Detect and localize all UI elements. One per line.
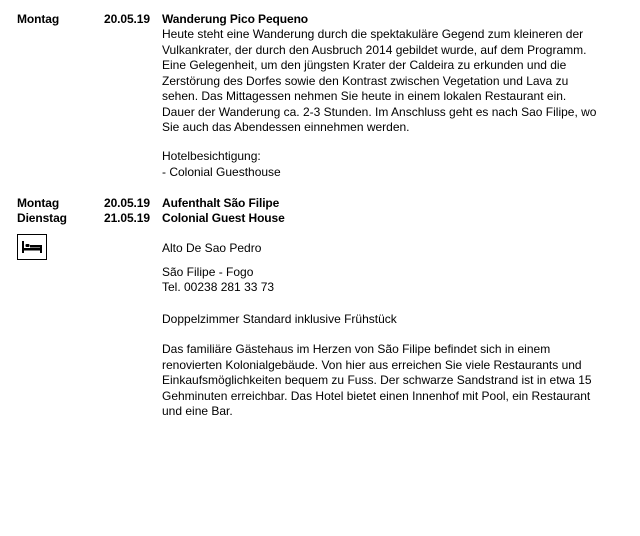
day1-sightseeing — [162, 149, 632, 180]
stay-date-to: 21.05.19 — [104, 211, 150, 225]
hotel-phone: Tel. 00238 281 33 73 — [162, 280, 275, 294]
stay-weekday-from: Montag — [17, 196, 60, 210]
stay-date-from: 20.05.19 — [104, 196, 150, 210]
sightseeing-item: - Colonial Guesthouse — [162, 164, 281, 179]
hotel-description — [162, 342, 632, 420]
stay-title-from: Aufenthalt São Filipe — [162, 196, 280, 210]
day1-description — [162, 27, 632, 136]
hotel-description-line: Einkaufsmöglichkeiten bequem zu Fuss. Der schwarze Sandstrand ist in etwa 15 — [162, 373, 592, 387]
day1-description-line: Heute steht eine Wanderung durch die spektakuläre Gegend zum kleineren der — [162, 27, 584, 41]
day1-description-line: Vulkankrater, der durch den Ausbruch 2014 gebildet wurde, auf dem Programm. — [162, 42, 587, 57]
day1-description-line: Eine Gelegenheit, um den jüngsten Krater der Caldeira zu erkunden und die — [162, 58, 567, 72]
hotel-description-line: und eine Bar. — [162, 404, 233, 418]
day1-weekday: Montag — [17, 12, 60, 26]
day1-description-line: sehen. Das Mittagessen nehmen Sie heute in einem lokalen Restaurant ein. — [162, 89, 567, 103]
room-type: Doppelzimmer Standard inklusive Frühstück — [162, 312, 397, 326]
hotel-city: São Filipe - Fogo — [162, 265, 254, 279]
sightseeing-label: Hotelbesichtigung: — [162, 149, 261, 163]
day1-description-line: Dauer der Wanderung ca. 2-3 Stunden. Im Anschluss geht es nach Sao Filipe, wo — [162, 104, 597, 119]
bed-icon — [17, 234, 47, 260]
hotel-address: Alto De Sao Pedro — [162, 241, 262, 255]
stay-weekday-to: Dienstag — [17, 211, 67, 225]
day1-description-line: Sie auch das Abendessen einnehmen werden. — [162, 120, 410, 134]
day1-date: 20.05.19 — [104, 12, 150, 26]
day1-description-line: Zerstörung des Dorfes sowie den Kontrast zwischen Vegetation und Lava zu — [162, 73, 569, 88]
day1-title: Wanderung Pico Pequeno — [162, 12, 309, 26]
hotel-description-line: Gehminuten erreichbar. Das Hotel bietet einen Innenhof mit Pool, ein Restaurant — [162, 388, 591, 403]
hotel-description-line: renovierten Kolonialgebäude. Von hier aus erreichen Sie viele Restaurants und — [162, 357, 582, 372]
hotel-description-line: Das familiäre Gästehaus im Herzen von São Filipe befindet sich in einem — [162, 342, 551, 356]
stay-title-to: Colonial Guest House — [162, 211, 285, 225]
